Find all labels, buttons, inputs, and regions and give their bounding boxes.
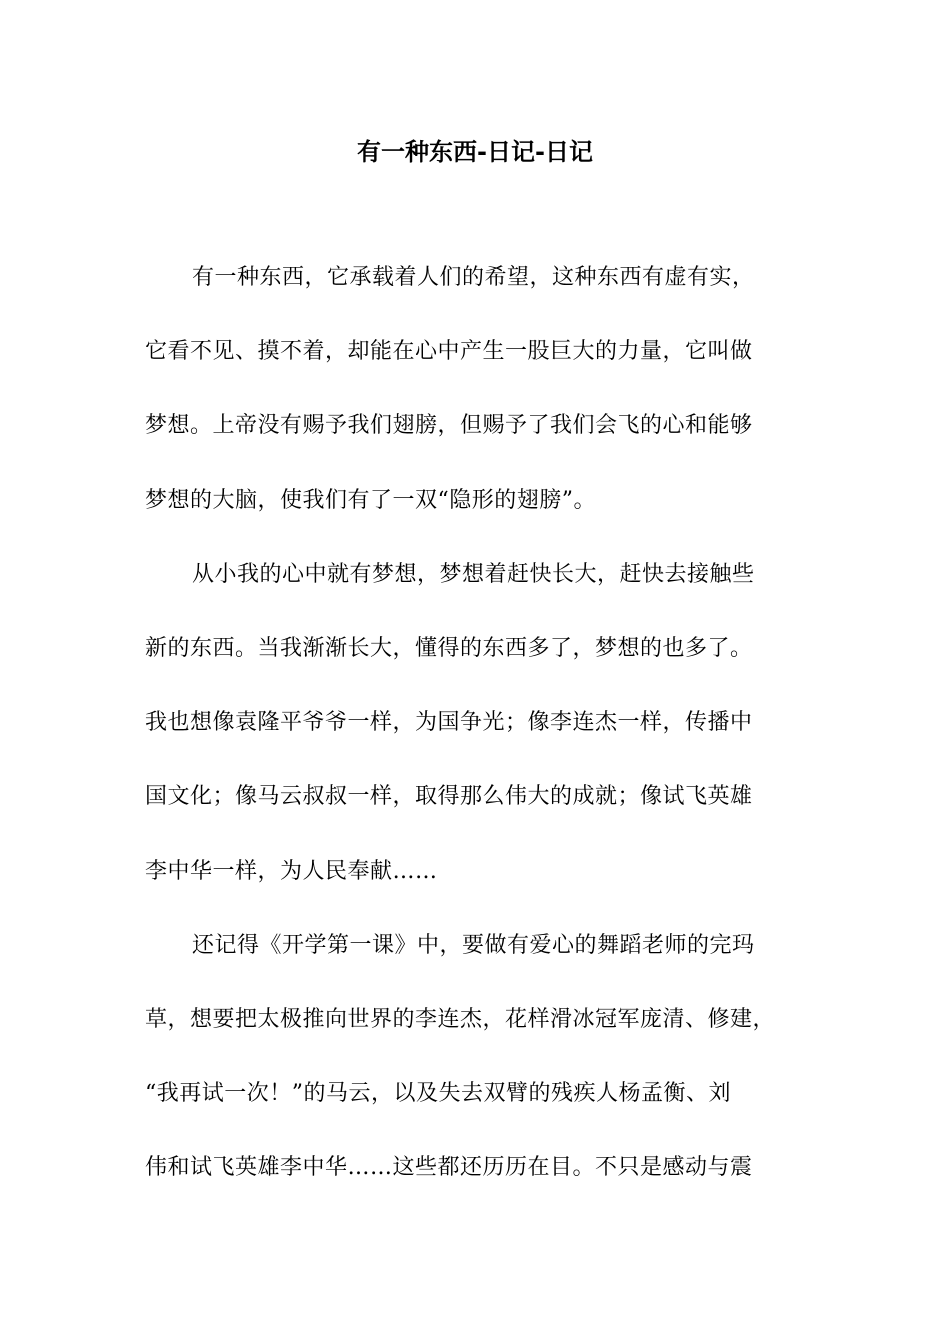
paragraph-2-line-2: 新的东西。当我渐渐长大，懂得的东西多了，梦想的也多了。 — [145, 635, 753, 661]
paragraph-1-line-2: 它看不见、摸不着，却能在心中产生一股巨大的力量，它叫做 — [145, 339, 753, 365]
paragraph-3-line-4: 伟和试飞英雄李中华……这些都还历历在目。不只是感动与震 — [145, 1155, 753, 1181]
paragraph-2-line-4: 国文化；像马云叔叔一样，取得那么伟大的成就；像试飞英雄 — [145, 784, 753, 810]
paragraph-3-line-2: 草，想要把太极推向世界的李连杰，花样滑冰冠军庞清、修建， — [145, 1006, 776, 1032]
paragraph-3-line-1: 还记得《开学第一课》中，要做有爱心的舞蹈老师的完玛 — [192, 932, 755, 958]
paragraph-1-line-1: 有一种东西，它承载着人们的希望，这种东西有虚有实， — [192, 265, 755, 290]
paragraph-1-line-3: 梦想。上帝没有赐予我们翅膀，但赐予了我们会飞的心和能够 — [145, 413, 753, 439]
paragraph-2-line-5: 李中华一样，为人民奉献…… — [145, 858, 438, 884]
paragraph-3-line-3: “我再试一次！”的马云，以及失去双臂的残疾人杨孟衡、刘 — [145, 1081, 731, 1107]
document-title: 有一种东西-日记-日记 — [357, 138, 593, 166]
paragraph-1-line-4: 梦想的大脑，使我们有了一双“隐形的翅膀”。 — [145, 487, 596, 513]
document-body — [145, 258, 815, 1222]
paragraph-2-line-3: 我也想像袁隆平爷爷一样，为国争光；像李连杰一样，传播中 — [145, 710, 753, 736]
paragraph-2-line-1: 从小我的心中就有梦想，梦想着赶快长大，赶快去接触些 — [192, 561, 755, 587]
